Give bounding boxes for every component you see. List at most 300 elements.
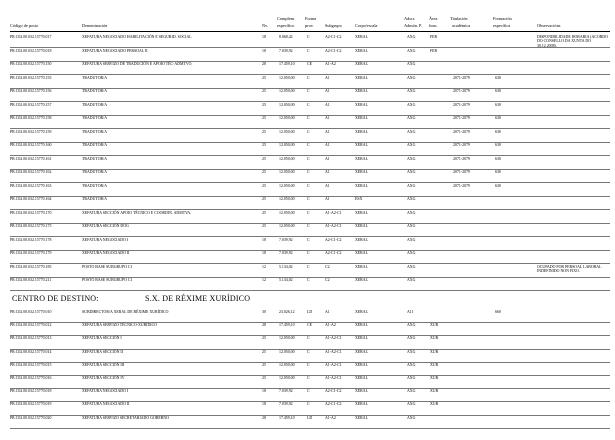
row-code: PR.C02.00.032.15770.020 bbox=[10, 415, 52, 420]
row-code: PR.C02.00.032.15770.018 bbox=[10, 48, 52, 53]
row-formacion: 630 bbox=[495, 170, 501, 174]
row-nv: 25 bbox=[262, 89, 266, 93]
row-nv: 18 bbox=[262, 48, 266, 53]
row-nv: 25 bbox=[262, 143, 266, 147]
table-row bbox=[0, 278, 615, 286]
row-nv: 25 bbox=[262, 183, 266, 188]
header-forma: Forma bbox=[305, 16, 317, 21]
row-denominacion: XEFATURA SECCIÓN DOG bbox=[82, 224, 129, 228]
row-nv: 25 bbox=[262, 362, 266, 367]
centro-label: CENTRO DE DESTINO: bbox=[12, 294, 99, 303]
row-nv: 25 bbox=[262, 170, 266, 174]
table-row bbox=[0, 310, 615, 318]
row-code: PR.C02.00.032.15770.161 bbox=[10, 156, 52, 161]
row-adscr: AXG bbox=[407, 349, 416, 354]
row-code: PR.C02.00.032.15770.018 bbox=[10, 389, 52, 394]
row-complem: 12.050,00 bbox=[279, 102, 295, 107]
row-corpo: XERAL bbox=[355, 62, 368, 66]
table-row bbox=[0, 389, 615, 397]
header-corpo: Corpo/escala bbox=[355, 23, 378, 28]
row-forma: C bbox=[307, 156, 310, 161]
row-code: PR.C02.00.032.15770.155 bbox=[10, 75, 52, 80]
row-adscr: AXG bbox=[407, 129, 416, 134]
row-subgrupo: A1 bbox=[325, 89, 330, 93]
row-corpo: XERAL bbox=[355, 349, 368, 354]
row-area: XUR bbox=[430, 349, 439, 354]
row-formacion: 630 bbox=[495, 89, 501, 93]
table-row bbox=[0, 170, 615, 178]
row-complem: 23.026,12 bbox=[279, 310, 295, 314]
row-adscr: AXG bbox=[407, 323, 416, 328]
row-subgrupo: A1 bbox=[325, 183, 330, 188]
row-denominacion: XEFATURA SECCIÓN I bbox=[82, 336, 122, 341]
row-forma: C bbox=[307, 210, 310, 215]
row-denominacion: XEFATURA NEGOCIADO I bbox=[82, 389, 129, 394]
row-titulacion: 2071-2079 bbox=[453, 75, 470, 80]
row-adscr: AXG bbox=[407, 75, 416, 80]
row-complem: 8.068,42 bbox=[279, 35, 293, 39]
row-corpo: XERAL bbox=[355, 376, 368, 380]
table-row bbox=[0, 130, 615, 138]
row-denominacion: XEFATURA SERVIZO SECRETARIADO GOBERNO bbox=[82, 415, 169, 420]
row-divider bbox=[10, 428, 610, 429]
row-subgrupo: A1 bbox=[325, 197, 330, 201]
row-subgrupo: A1-A2-C1 bbox=[325, 362, 342, 367]
row-titulacion: 2071-2079 bbox=[453, 89, 470, 93]
row-forma: C bbox=[307, 402, 310, 407]
row-subgrupo: A1-A2-C1 bbox=[325, 376, 342, 380]
row-denominacion: TRADUTOR/A bbox=[82, 170, 108, 174]
row-subgrupo: A1 bbox=[325, 102, 330, 107]
header-adscr: Adscr. bbox=[404, 16, 416, 21]
row-complem: 12.050,00 bbox=[279, 183, 295, 188]
row-observacions: OCUPADO POR PERSOAL LABORAL INDEFINIDO NON FIXO. bbox=[537, 264, 602, 273]
row-forma: C bbox=[307, 75, 310, 80]
row-corpo: XERAL bbox=[355, 170, 368, 174]
row-adscr: AXG bbox=[407, 197, 416, 201]
row-denominacion: TRADUTOR/A bbox=[82, 143, 108, 147]
row-denominacion: TRADUTOR/A bbox=[82, 183, 108, 188]
table-row bbox=[0, 402, 615, 410]
row-nv: 28 bbox=[262, 62, 266, 66]
row-corpo: XERAL bbox=[355, 210, 368, 215]
row-complem: 17.459,10 bbox=[279, 62, 295, 66]
table-row bbox=[0, 35, 615, 48]
table-row bbox=[0, 49, 615, 57]
row-subgrupo: A1 bbox=[325, 116, 330, 120]
row-nv: 25 bbox=[262, 336, 266, 341]
table-row bbox=[0, 416, 615, 424]
row-code: PR.C02.00.032.15770.157 bbox=[10, 102, 52, 107]
table-row bbox=[0, 197, 615, 205]
header-func: func. bbox=[429, 23, 438, 28]
row-titulacion: 2071-2079 bbox=[453, 116, 470, 120]
row-forma: LD bbox=[307, 415, 313, 420]
row-formacion: 630 bbox=[495, 183, 501, 188]
row-nv: 25 bbox=[262, 102, 266, 107]
row-code: PR.C02.00.032.15770.014 bbox=[10, 349, 52, 354]
row-code: PR.C02.00.032.15770.160 bbox=[10, 143, 52, 147]
row-corpo: ESX bbox=[355, 197, 363, 201]
row-adscr: AXG bbox=[407, 278, 416, 282]
row-nv: 25 bbox=[262, 75, 266, 80]
header-titulacion: Titulación bbox=[450, 16, 468, 21]
row-area: XUR bbox=[430, 389, 439, 394]
row-nv: 18 bbox=[262, 237, 266, 242]
row-complem: 12.050,00 bbox=[279, 197, 295, 201]
row-forma: C bbox=[307, 197, 310, 201]
row-denominacion: XEFATURA SECCIÓN III bbox=[82, 362, 125, 367]
row-corpo: XERAL bbox=[355, 310, 368, 314]
row-forma: C bbox=[307, 264, 310, 269]
row-complem: 12.050,00 bbox=[279, 75, 295, 80]
row-area: XUR bbox=[430, 336, 439, 341]
row-subgrupo: A2-C1-C2 bbox=[325, 251, 342, 255]
row-complem: 12.050,00 bbox=[279, 336, 295, 341]
row-complem: 12.050,00 bbox=[279, 170, 295, 174]
row-subgrupo: A2-C1-C2 bbox=[325, 389, 342, 394]
row-nv: 25 bbox=[262, 210, 266, 215]
row-corpo: XERAL bbox=[355, 183, 368, 188]
row-denominacion: TRADUTOR/A bbox=[82, 89, 108, 93]
row-complem: 12.050,00 bbox=[279, 156, 295, 161]
row-area: FER bbox=[430, 35, 438, 39]
table-row bbox=[0, 350, 615, 358]
row-complem: 5.134,02 bbox=[279, 264, 293, 269]
row-adscr: AXG bbox=[407, 237, 416, 242]
row-subgrupo: A1 bbox=[325, 310, 330, 314]
row-titulacion: 2071-2079 bbox=[453, 102, 470, 107]
table-row bbox=[0, 184, 615, 192]
row-code: PR.C02.00.032.15770.017 bbox=[10, 35, 52, 39]
row-corpo: XERAL bbox=[355, 129, 368, 134]
row-titulacion: 2071-2079 bbox=[453, 170, 470, 174]
header-observacions: Observacións bbox=[537, 23, 561, 28]
row-code: PR.C02.00.032.15770.012 bbox=[10, 323, 52, 328]
row-formacion: 630 bbox=[495, 102, 501, 107]
row-formacion: 630 bbox=[495, 143, 501, 147]
row-complem: 17.459,10 bbox=[279, 415, 295, 420]
row-code: PR.C02.00.032.15770.150 bbox=[10, 62, 52, 66]
row-corpo: XERAL bbox=[355, 224, 368, 228]
row-code: PR.C02.00.032.15770.156 bbox=[10, 89, 52, 93]
row-corpo: XERAL bbox=[355, 35, 368, 39]
row-forma: C bbox=[307, 35, 310, 39]
header-especifico: específico bbox=[277, 23, 295, 28]
row-subgrupo: A1-A2-C1 bbox=[325, 224, 342, 228]
row-adscr: AXG bbox=[407, 210, 416, 215]
table-row bbox=[0, 157, 615, 165]
row-denominacion: XEFATURA NEGOCIADO I bbox=[82, 237, 129, 242]
row-complem: 12.050,00 bbox=[279, 129, 295, 134]
row-corpo: XERAL bbox=[355, 143, 368, 147]
row-forma: C bbox=[307, 237, 310, 242]
row-corpo: XERAL bbox=[355, 336, 368, 341]
header-denominacion: Denominación bbox=[82, 23, 108, 28]
row-nv: 12 bbox=[262, 264, 266, 269]
row-adscr: AXG bbox=[407, 116, 416, 120]
row-forma: C bbox=[307, 336, 310, 341]
row-denominacion: XEFATURA NEGOCIADO II bbox=[82, 251, 130, 255]
row-adscr: A11 bbox=[407, 310, 414, 314]
row-denominacion: TRADUTOR/A bbox=[82, 156, 108, 161]
row-adscr: AXG bbox=[407, 389, 416, 394]
header-area: Área bbox=[429, 16, 438, 21]
row-forma: C bbox=[307, 251, 310, 255]
row-nv: 28 bbox=[262, 415, 266, 420]
row-subgrupo: C2 bbox=[325, 278, 330, 282]
row-corpo: XERAL bbox=[355, 362, 368, 367]
row-code: PR.C02.00.032.15770.185 bbox=[10, 264, 52, 269]
row-forma: CE bbox=[307, 323, 312, 328]
row-adscr: AXG bbox=[407, 251, 416, 255]
row-titulacion: 2071-2079 bbox=[453, 143, 470, 147]
row-corpo: XERAL bbox=[355, 278, 368, 282]
row-denominacion: XEFATURA SECCIÓN IV bbox=[82, 376, 125, 380]
row-subgrupo: A1-A2-C1 bbox=[325, 336, 342, 341]
row-adscr: AXG bbox=[407, 336, 416, 341]
table-row bbox=[0, 62, 615, 70]
row-corpo: XERAL bbox=[355, 48, 368, 53]
row-corpo: XERAL bbox=[355, 237, 368, 242]
row-code: PR.C02.00.032.15770.016 bbox=[10, 376, 52, 380]
row-forma: C bbox=[307, 278, 310, 282]
row-area: XUR bbox=[430, 362, 439, 367]
row-denominacion: POSTO BASE SUBGRUPO C1 bbox=[82, 278, 133, 282]
row-nv: 25 bbox=[262, 349, 266, 354]
table-row bbox=[0, 251, 615, 259]
row-divider bbox=[10, 290, 610, 291]
header-prov: prov. bbox=[305, 23, 314, 28]
row-corpo: XERAL bbox=[355, 116, 368, 120]
table-row bbox=[0, 143, 615, 151]
row-forma: C bbox=[307, 102, 310, 107]
row-denominacion: XEFATURA NEGOCIADO HABILITACIÓN E SEGURID. SOCIAL bbox=[82, 35, 192, 39]
row-complem: 12.050,00 bbox=[279, 210, 295, 215]
row-denominacion: POSTO BASE SUBGRUPO C1 bbox=[82, 264, 133, 269]
row-formacion: 630 bbox=[495, 75, 501, 80]
table-row bbox=[0, 323, 615, 331]
row-complem: 12.050,00 bbox=[279, 376, 295, 380]
row-subgrupo: A2-C1-C2 bbox=[325, 402, 342, 407]
row-adscr: AXG bbox=[407, 224, 416, 228]
row-complem: 17.459,10 bbox=[279, 323, 295, 328]
row-nv: 30 bbox=[262, 310, 266, 314]
row-area: XUR bbox=[430, 323, 439, 328]
row-observacions: DISPONIBILIDADE HORARIA (ACORDO DO CONSELLO DA XUNTA DO 30.12.2008). bbox=[537, 35, 608, 48]
row-area: FER bbox=[430, 48, 438, 53]
table-row bbox=[0, 76, 615, 84]
table-row bbox=[0, 211, 615, 219]
row-adscr: AXG bbox=[407, 35, 416, 39]
row-subgrupo: A1 bbox=[325, 75, 330, 80]
row-code: PR.C02.00.032.15770.013 bbox=[10, 336, 52, 341]
row-corpo: XERAL bbox=[355, 89, 368, 93]
row-code: PR.C02.00.032.15770.170 bbox=[10, 210, 52, 215]
header-rule bbox=[10, 31, 610, 32]
row-complem: 12.050,00 bbox=[279, 349, 295, 354]
row-nv: 12 bbox=[262, 278, 266, 282]
row-denominacion: TRADUTOR/A bbox=[82, 129, 108, 134]
row-subgrupo: A1-A2-C1 bbox=[325, 210, 342, 215]
header-formacion: Formación bbox=[493, 16, 512, 21]
row-nv: 28 bbox=[262, 323, 266, 328]
row-titulacion: 2071-2079 bbox=[453, 183, 470, 188]
header-codigo: Código de posto bbox=[10, 23, 39, 28]
row-denominacion: TRADUTOR/A bbox=[82, 197, 108, 201]
row-complem: 12.050,00 bbox=[279, 116, 295, 120]
row-complem: 7.039,92 bbox=[279, 251, 293, 255]
row-nv: 18 bbox=[262, 251, 266, 255]
row-forma: C bbox=[307, 183, 310, 188]
row-nv: 25 bbox=[262, 156, 266, 161]
row-adscr: AXG bbox=[407, 143, 416, 147]
table-row bbox=[0, 376, 615, 384]
row-complem: 5.134,02 bbox=[279, 278, 293, 282]
row-subgrupo: A2-C1-C2 bbox=[325, 35, 342, 39]
row-forma: C bbox=[307, 376, 310, 380]
row-code: PR.C02.00.032.15770.179 bbox=[10, 251, 52, 255]
row-forma: C bbox=[307, 48, 310, 53]
centro-name: S.X. DE RÉXIME XURÍDICO bbox=[145, 294, 251, 303]
row-adscr: AXG bbox=[407, 62, 416, 66]
row-denominacion: XEFATURA SERVIZO TÉCNICO-XURÍDICO bbox=[82, 323, 157, 328]
row-complem: 7.039,92 bbox=[279, 48, 293, 53]
row-adscr: AXG bbox=[407, 170, 416, 174]
header-esp: específica bbox=[493, 23, 511, 28]
row-nv: 25 bbox=[262, 129, 266, 134]
header-nv: Nv. bbox=[262, 23, 269, 28]
row-subgrupo: A1-A2 bbox=[325, 323, 336, 328]
row-forma: C bbox=[307, 224, 310, 228]
row-corpo: XERAL bbox=[355, 402, 368, 407]
row-code: PR.C02.00.032.15770.162 bbox=[10, 170, 52, 174]
row-corpo: XERAL bbox=[355, 156, 368, 161]
row-formacion: 630 bbox=[495, 116, 501, 120]
header-admp: Admón. P. bbox=[404, 23, 423, 28]
row-area: XUR bbox=[430, 376, 439, 380]
row-code: PR.C02.00.032.15770.010 bbox=[10, 310, 52, 314]
row-adscr: AXG bbox=[407, 376, 416, 380]
row-code: PR.C02.00.032.15770.159 bbox=[10, 129, 52, 134]
row-forma: C bbox=[307, 349, 310, 354]
table-row bbox=[0, 103, 615, 111]
row-subgrupo: A2-C1-C2 bbox=[325, 48, 342, 53]
row-formacion: 660 bbox=[495, 310, 501, 314]
row-nv: 25 bbox=[262, 224, 266, 228]
row-nv: 18 bbox=[262, 402, 266, 407]
row-denominacion: XEFATURA NEGOCIADO PERSOAL II bbox=[82, 48, 148, 53]
row-area: XUR bbox=[430, 402, 439, 407]
row-denominacion: XEFATURA SECCIÓN APOIO TÉCNICO E COORDIN. ADMTVA. bbox=[82, 210, 192, 215]
table-row bbox=[0, 238, 615, 246]
row-corpo: XERAL bbox=[355, 251, 368, 255]
table-row bbox=[0, 336, 615, 344]
row-denominacion: TRADUTOR/A bbox=[82, 102, 108, 107]
row-subgrupo: A1 bbox=[325, 129, 330, 134]
row-subgrupo: A1-A2 bbox=[325, 62, 336, 66]
row-titulacion: 2071-2079 bbox=[453, 156, 470, 161]
row-formacion: 630 bbox=[495, 156, 501, 161]
row-forma: C bbox=[307, 170, 310, 174]
row-complem: 12.050,00 bbox=[279, 362, 295, 367]
row-titulacion: 2071-2079 bbox=[453, 129, 470, 134]
row-forma: C bbox=[307, 129, 310, 134]
row-code: PR.C02.00.032.15770.178 bbox=[10, 237, 52, 242]
row-forma: C bbox=[307, 362, 310, 367]
table-row bbox=[0, 224, 615, 232]
row-adscr: AXG bbox=[407, 156, 416, 161]
row-denominacion: TRADUTOR/A bbox=[82, 116, 108, 120]
row-code: PR.C02.00.032.15770.175 bbox=[10, 224, 52, 228]
row-denominacion: XEFATURA SERVIZO DE TRADUCIÓN E APOIO TÉC-ADMTVO. bbox=[82, 62, 193, 66]
row-corpo: XERAL bbox=[355, 323, 368, 328]
row-adscr: AXG bbox=[407, 183, 416, 188]
row-denominacion: XEFATURA SECCIÓN II bbox=[82, 349, 123, 354]
table-row bbox=[0, 265, 615, 273]
row-code: PR.C02.00.032.15770.015 bbox=[10, 362, 52, 367]
row-forma: C bbox=[307, 89, 310, 93]
row-corpo: XERAL bbox=[355, 102, 368, 107]
row-subgrupo: A1 bbox=[325, 170, 330, 174]
row-corpo: XERAL bbox=[355, 264, 368, 269]
row-denominacion: XEFATURA NEGOCIADO II bbox=[82, 402, 130, 407]
row-forma: CE bbox=[307, 62, 312, 66]
row-adscr: AXG bbox=[407, 415, 416, 420]
row-code: PR.C02.00.032.15770.211 bbox=[10, 278, 52, 282]
row-forma: C bbox=[307, 116, 310, 120]
row-adscr: AXG bbox=[407, 362, 416, 367]
row-complem: 7.039,92 bbox=[279, 402, 293, 407]
header-subgrupo: Subgrupo bbox=[325, 23, 342, 28]
row-code: PR.C02.00.032.15770.158 bbox=[10, 116, 52, 120]
row-forma: C bbox=[307, 389, 310, 394]
row-adscr: AXG bbox=[407, 48, 416, 53]
table-row bbox=[0, 89, 615, 97]
table-row bbox=[0, 363, 615, 371]
row-denominacion: TRADUTOR/A bbox=[82, 75, 108, 80]
row-adscr: AXG bbox=[407, 402, 416, 407]
row-nv: 25 bbox=[262, 376, 266, 380]
row-corpo: XERAL bbox=[355, 75, 368, 80]
row-nv: 25 bbox=[262, 197, 266, 201]
row-code: PR.C02.00.032.15770.019 bbox=[10, 402, 52, 407]
row-denominacion: SUBDIRECTOR/A XERAL DE RÉXIME XURÍDICO bbox=[82, 310, 169, 314]
row-complem: 12.050,00 bbox=[279, 89, 295, 93]
header-academica: académica bbox=[452, 23, 471, 28]
row-subgrupo: A1 bbox=[325, 156, 330, 161]
header-complem: Complem. bbox=[277, 16, 296, 21]
row-code: PR.C02.00.032.15770.163 bbox=[10, 183, 52, 188]
row-corpo: XERAL bbox=[355, 415, 368, 420]
row-adscr: AXG bbox=[407, 89, 416, 93]
row-adscr: AXG bbox=[407, 264, 416, 269]
row-complem: 7.039,92 bbox=[279, 389, 293, 394]
row-forma: LD bbox=[307, 310, 313, 314]
row-complem: 12.050,00 bbox=[279, 143, 295, 147]
row-subgrupo: A1-A2-C1 bbox=[325, 349, 342, 354]
row-subgrupo: C2 bbox=[325, 264, 330, 269]
row-nv: 25 bbox=[262, 116, 266, 120]
table-row bbox=[0, 116, 615, 124]
row-complem: 12.050,00 bbox=[279, 224, 295, 228]
row-subgrupo: A2-C1-C2 bbox=[325, 237, 342, 242]
row-corpo: XERAL bbox=[355, 389, 368, 394]
row-nv: 18 bbox=[262, 35, 266, 39]
row-code: PR.C02.00.032.15770.164 bbox=[10, 197, 52, 201]
row-subgrupo: A1 bbox=[325, 143, 330, 147]
row-forma: C bbox=[307, 143, 310, 147]
